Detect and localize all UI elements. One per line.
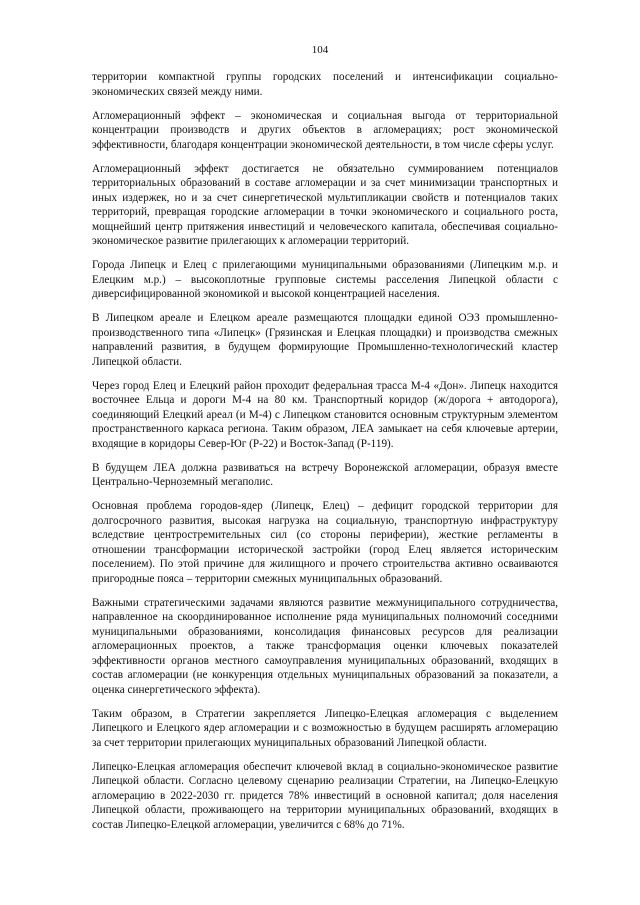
paragraph-2: Агломерационный эффект – экономическая и социальная выгода от территориальной концентрации производств и других объектов в агломерациях; рост экономической эффективности, благодаря концентрации экономической деятельности, в том числе сферы услуг. — [92, 109, 558, 151]
paragraph-3: Агломерационный эффект достигается не обязательно суммированием потенциалов территориальных образований в составе агломерации и за счет минимизации транспортных и иных издержек, но и за счет синергетической мультипликации свойств и потенциалов таких территорий, превращая городские агломерации в точки экономического и социального роста, мощнейший центр притяжения инвестиций и человеческого капитала, обеспечивая социально-экономическое развитие прилегающих к агломерации территорий. — [92, 162, 558, 247]
paragraph-7: В будущем ЛЕА должна развиваться на встречу Воронежской агломерации, образуя вместе Центрально-Черноземный мегаполис. — [92, 461, 558, 488]
paragraph-8: Основная проблема городов-ядер (Липецк, Елец) – дефицит городской территории для долгосрочного развития, высокая нагрузка на социальную, транспортную инфраструктуру вследствие центростремительных сил (со стороны периферии), жесткие регламенты в отношении трансформации исторической застройки (город Елец является историческим поселением). По этой причине для жилищного и прочего строительства активно осваиваются пригородные пояса – территории смежных муниципальных образований. — [92, 500, 558, 585]
paragraph-5: В Липецком ареале и Елецком ареале размещаются площадки единой ОЭЗ промышленно-производственного типа «Липецк» (Грязинская и Елецкая площадки) и производства смежных направлений развития, в будущем формирующие Промышленно-технологический кластер Липецкой области. — [92, 312, 558, 368]
paragraph-4: Города Липецк и Елец с прилегающими муниципальными образованиями (Липецким м.р. и Елецким м.р.) – высокоплотные групповые системы расселения Липецкой области с диверсифицированной экономикой и высокой концентрацией населения. — [92, 259, 558, 300]
page-number: 104 — [311, 44, 329, 56]
paragraph-10: Таким образом, в Стратегии закрепляется Липецко-Елецкая агломерация с выделением Липецкого и Елецкого ядер агломерации и с возможностью в будущем расширять агломерацию за счет территории прилегающих муниципальных образований Липецкой области. — [92, 707, 558, 749]
paragraph-11: Липецко-Елецкая агломерация обеспечит ключевой вклад в социально-экономическое развитие Липецкой области. Согласно целевому сценарию реализации Стратегии, на Липецко-Елецкую агломерацию в 2022-2030 гг. придется 78% инвестиций в основной капитал; доля населения Липецкой области, проживающего на территории муниципальных образований, входящих в состав Липецко-Елецкой агломерации, увеличится с 68% до 71%. — [92, 760, 558, 831]
paragraph-9: Важными стратегическими задачами являются развитие межмуниципального сотрудничества, направленное на скоординированное исполнение ряда муниципальных полномочий соседними муниципальными образованиями, консолидация финансовых ресурсов для реализации агломерационных проектов, а также трансформация оценки ключевых показателей эффективности органов местного самоуправления муниципальных образований, входящих в состав агломерации (не конкуренция отдельных муниципальных образований за показатели, а оценка синергетического эффекта). — [92, 596, 558, 696]
paragraph-1: территории компактной группы городских поселений и интенсификации социально-экономических связей между ними. — [92, 71, 558, 98]
body-text — [92, 70, 558, 842]
paragraph-6: Через город Елец и Елецкий район проходит федеральная трасса М-4 «Дон». Липецк находится восточнее Ельца и дороги М-4 на 80 км. Транспортный коридор (ж/дорога + автодорога), соединяющий Елецкий ареал (и М-4) с Липецком становится основным структурным элементом пространственного каркаса региона. Таким образом, ЛЕА замыкает на себя ключевые артерии, входящие в коридоры Север-Юг (Р-22) и Восток-Запад (Р-119). — [92, 379, 558, 450]
